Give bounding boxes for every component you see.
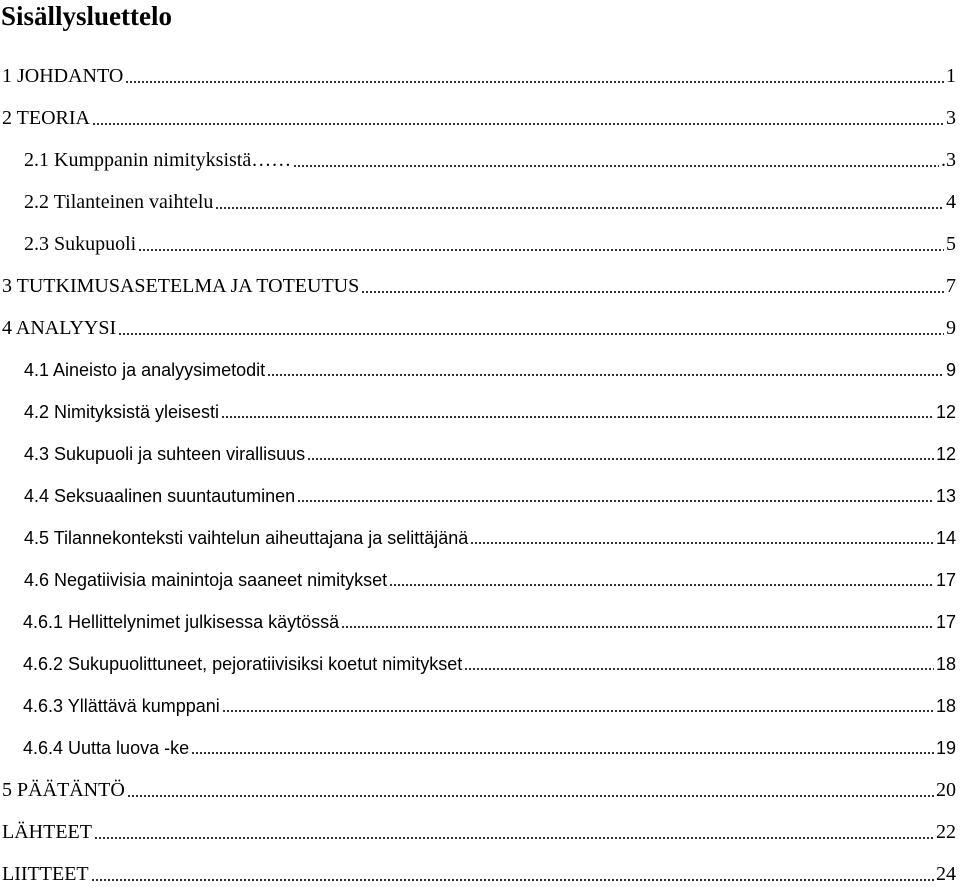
dot-leader (138, 229, 944, 259)
toc-entry-label: 5 PÄÄTÄNTÖ (2, 778, 125, 801)
toc-entry-label: 2 TEORIA (2, 106, 90, 129)
dot-leader (307, 441, 934, 468)
dot-leader (341, 609, 934, 636)
toc-entry-page-number: 1 (946, 64, 956, 87)
toc-entry-page-number: 12 (935, 443, 956, 464)
toc-entry-page-number: 4 (946, 190, 956, 213)
toc-entry-page-number: 9 (945, 359, 956, 380)
toc-entry[interactable] (0, 685, 960, 727)
toc-entry-label: 4.2 Nimityksistä yleisesti (24, 401, 220, 422)
dot-leader (470, 525, 934, 552)
dot-leader (91, 859, 934, 889)
toc-entry-label: 4 ANALYYSI (2, 316, 117, 339)
dot-leader (118, 313, 944, 343)
toc-entry[interactable] (0, 853, 960, 895)
toc-entry-label: LÄHTEET (2, 820, 92, 843)
toc-entry-label: 2.1 Kumppanin nimityksistä…… (24, 148, 292, 171)
dot-leader (94, 817, 934, 847)
toc-entry-page-number: .3 (941, 148, 956, 171)
toc-entry-label: 4.6.2 Sukupuolittuneet, pejoratiivisiksi koetut nimitykset (23, 653, 463, 674)
toc-entry[interactable] (0, 433, 960, 475)
toc-entry[interactable] (0, 517, 960, 559)
dot-leader (92, 103, 944, 133)
toc-entry-page-number: 18 (935, 653, 956, 674)
toc-entry[interactable] (0, 349, 960, 391)
toc-entry-label: 4.1 Aineisto ja analyysimetodit (24, 359, 266, 380)
toc-entry[interactable] (0, 727, 960, 769)
toc-entry-page-number: 18 (935, 695, 956, 716)
toc-entry-label: 4.6.1 Hellittelynimet julkisessa käytössä (23, 611, 340, 632)
toc-entry-page-number: 22 (936, 820, 956, 843)
dot-leader (293, 145, 939, 175)
dot-leader (127, 775, 934, 805)
toc-entry-page-number: 19 (935, 737, 956, 758)
dot-leader (215, 187, 944, 217)
toc-entry-label: 4.6.4 Uutta luova -ke (23, 737, 190, 758)
toc-entry-page-number: 9 (946, 316, 956, 339)
toc-entry-page-number: 13 (935, 485, 956, 506)
toc-entry[interactable] (0, 265, 960, 307)
toc-entry-page-number: 17 (935, 611, 956, 632)
toc-entry-label: 4.4 Seksuaalinen suuntautuminen (24, 485, 296, 506)
toc-entry-page-number: 24 (936, 862, 956, 885)
toc-entry-label: LIITTEET (2, 862, 89, 885)
table-of-contents (0, 55, 960, 895)
toc-entry[interactable] (0, 811, 960, 853)
toc-entry-label: 2.3 Sukupuoli (24, 232, 137, 255)
toc-entry-label: 4.6.3 Yllättävä kumppani (23, 695, 220, 716)
page-title: Sisällysluettelo (1, 1, 173, 31)
toc-entry[interactable] (0, 181, 960, 223)
dot-leader (361, 271, 944, 301)
toc-entry-page-number: 7 (946, 274, 956, 297)
dot-leader (222, 693, 934, 720)
toc-entry[interactable] (0, 97, 960, 139)
toc-entry[interactable] (0, 223, 960, 265)
toc-entry[interactable] (0, 601, 960, 643)
toc-entry-label: 4.6 Negatiivisia mainintoja saaneet nimitykset (24, 569, 388, 590)
toc-entry[interactable] (0, 643, 960, 685)
toc-entry-page-number: 5 (946, 232, 956, 255)
dot-leader (297, 483, 934, 510)
toc-entry-page-number: 14 (935, 527, 956, 548)
toc-entry-page-number: 12 (935, 401, 956, 422)
dot-leader (221, 399, 934, 426)
toc-entry[interactable] (0, 55, 960, 97)
toc-entry-label: 4.5 Tilannekonteksti vaihtelun aiheuttajana ja selittäjänä (24, 527, 469, 548)
toc-entry-page-number: 20 (936, 778, 956, 801)
toc-entry-label: 2.2 Tilanteinen vaihtelu (24, 190, 214, 213)
toc-entry[interactable] (0, 559, 960, 601)
toc-entry[interactable] (0, 475, 960, 517)
toc-entry[interactable] (0, 769, 960, 811)
dot-leader (389, 567, 934, 594)
toc-entry-label: 3 TUTKIMUSASETELMA JA TOTEUTUS (2, 274, 360, 297)
toc-entry-page-number: 17 (935, 569, 956, 590)
toc-entry[interactable] (0, 307, 960, 349)
dot-leader (125, 61, 944, 91)
toc-entry-label: 1 JOHDANTO (2, 64, 124, 87)
dot-leader (191, 735, 934, 762)
dot-leader (267, 357, 944, 384)
toc-entry-page-number: 3 (946, 106, 956, 129)
dot-leader (464, 651, 934, 678)
toc-entry[interactable] (0, 139, 960, 181)
toc-entry-label: 4.3 Sukupuoli ja suhteen virallisuus (24, 443, 306, 464)
toc-entry[interactable] (0, 391, 960, 433)
